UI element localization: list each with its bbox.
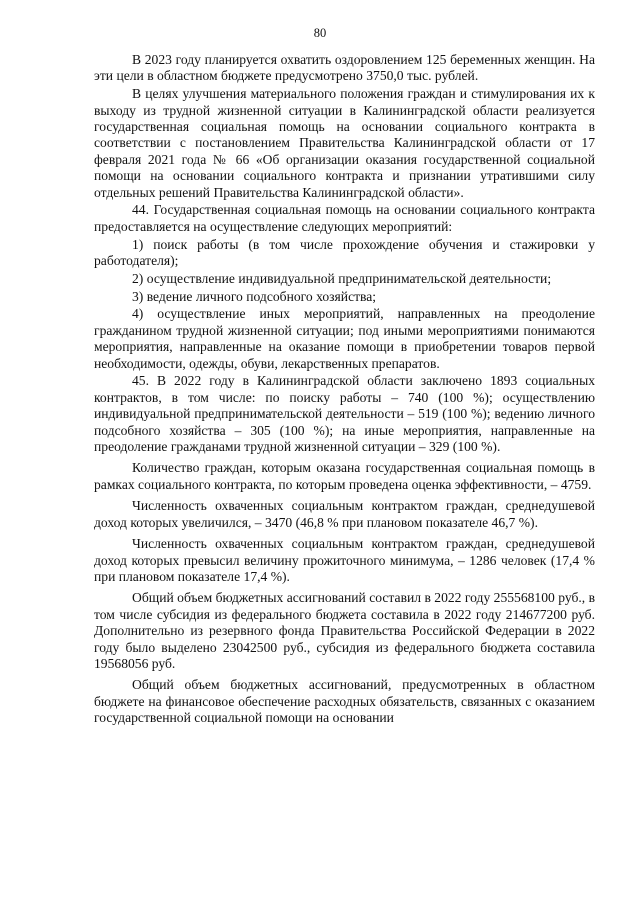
list-item-2: 2) осуществление индивидуальной предпринимательской деятельности; <box>132 270 552 286</box>
paragraph-income-exceeded-minimum: Численность охваченных социальным контрактом граждан, среднедушевой доход которых превысил величину прожиточного минимума, – 1286 человек (17,4 % при плановом показателе 17,4 %). <box>94 536 595 584</box>
paragraph-effectiveness-count: Количество граждан, которым оказана государственная социальная помощь в рамках социального контракта, по которым проведена оценка эффективности, – 4759. <box>94 460 595 492</box>
paragraph-social-contract-intro: В целях улучшения материального положения граждан и стимулирования их к выходу из трудной жизненной ситуации в Калининградской области реализуется государственная социальная помощь на основании социального контракта в соответствии с постановлением Правительства Калининградской области от 17 февраля 2021 года № 66 «Об организации оказания государственной социальной помощи на основании социального контракта и признании утратившими силу отдельных решений Правительства Калининградской области». <box>94 86 595 200</box>
paragraph-pregnant-women: В 2023 году планируется охватить оздоровлением 125 беременных женщин. На эти цели в областном бюджете предусмотрено 3750,0 тыс. рублей. <box>94 52 595 84</box>
paragraph-44: 44. Государственная социальная помощь на основании социального контракта предоставляется на осуществление следующих мероприятий: <box>94 202 595 234</box>
document-body <box>94 52 595 727</box>
page-number: 80 <box>313 26 327 40</box>
paragraph-45: 45. В 2022 году в Калининградской области заключено 1893 социальных контрактов, в том числе: по поиску работы – 740 (100 %); осуществлению индивидуальной предпринимательской деятельности – 519 (100 %); ведению личного подсобного хозяйства – 305 (100 %); на иные мероприятия, направленные на преодоление гражданами трудной жизненной ситуации – 329 (100 %). <box>94 373 595 455</box>
list-item-1: 1) поиск работы (в том числе прохождение обучения и стажировки у работодателя); <box>94 236 595 269</box>
paragraph-income-increased: Численность охваченных социальным контрактом граждан, среднедушевой доход которых увеличился, – 3470 (46,8 % при плановом показателе 46,7 %). <box>94 498 595 530</box>
paragraph-budget-2022: Общий объем бюджетных ассигнований составил в 2022 году 255568100 руб., в том числе субсидия из федерального бюджета составила в 2022 году 214677200 руб. Дополнительно из резервного фонда Правительства Российской Федерации в 2022 году было выделено 23042500 руб., субсидия из федерального бюджета составила 19568056 руб. <box>94 590 595 671</box>
list-item-3: 3) ведение личного подсобного хозяйства; <box>132 288 377 304</box>
list-item-4: 4) осуществление иных мероприятий, направленных на преодоление гражданином трудной жизненной ситуации; под иными мероприятиями понимаются мероприятия, направленные на оказание помощи в приобретении товаров первой необходимости, одежды, обуви, лекарственных препаратов. <box>94 306 595 371</box>
paragraph-budget-total: Общий объем бюджетных ассигнований, предусмотренных в областном бюджете на финансовое обеспечение расходных обязательств, связанных с оказанием государственной социальной помощи на основании <box>94 677 595 726</box>
